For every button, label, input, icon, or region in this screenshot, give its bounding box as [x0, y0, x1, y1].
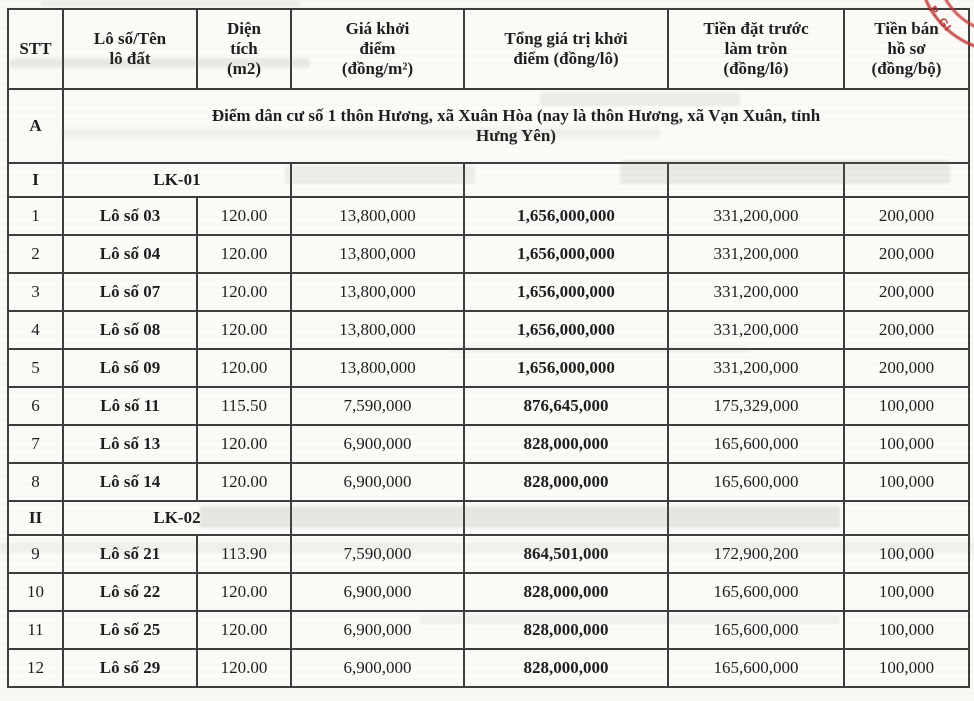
fee-cell: 200,000	[844, 311, 969, 349]
total-value-cell: 1,656,000,000	[464, 273, 668, 311]
lot-row	[8, 611, 969, 649]
stt-cell: 7	[8, 425, 63, 463]
price-table	[7, 8, 970, 688]
lot-row	[8, 463, 969, 501]
fee-cell: 100,000	[844, 425, 969, 463]
column-header-fee: Tiền bán hồ sơ (đồng/bộ)	[844, 9, 969, 89]
section-row-a	[8, 89, 969, 163]
section-letter-cell: A	[8, 89, 63, 163]
deposit-cell: 175,329,000	[668, 387, 844, 425]
area-cell: 120.00	[197, 463, 291, 501]
group-row-lk02	[8, 501, 969, 535]
lot-name-cell: Lô số 09	[63, 349, 197, 387]
table-header-row	[8, 9, 969, 89]
deposit-cell: 172,900,200	[668, 535, 844, 573]
empty-cell	[668, 501, 844, 535]
lot-name-cell: Lô số 03	[63, 197, 197, 235]
section-title-line1: Điểm dân cư số 1 thôn Hương, xã Xuân Hòa (nay là thôn Hương, xã Vạn Xuân, tỉnh	[211, 105, 821, 125]
deposit-cell: 331,200,000	[668, 273, 844, 311]
stt-cell: 1	[8, 197, 63, 235]
deposit-cell: 331,200,000	[668, 349, 844, 387]
area-cell: 113.90	[197, 535, 291, 573]
lot-name-cell: Lô số 08	[63, 311, 197, 349]
total-value-cell: 1,656,000,000	[464, 235, 668, 273]
stt-cell: 8	[8, 463, 63, 501]
lot-name-cell: Lô số 29	[63, 649, 197, 687]
fee-cell: 200,000	[844, 349, 969, 387]
area-cell: 120.00	[197, 197, 291, 235]
section-title-line2: Hưng Yên)	[476, 126, 556, 145]
total-value-cell: 828,000,000	[464, 649, 668, 687]
lot-name-cell: Lô số 22	[63, 573, 197, 611]
area-cell: 120.00	[197, 611, 291, 649]
deposit-cell: 165,600,000	[668, 425, 844, 463]
scan-artifact	[40, 1, 300, 6]
deposit-cell: 165,600,000	[668, 649, 844, 687]
total-value-cell: 1,656,000,000	[464, 311, 668, 349]
stt-cell: 4	[8, 311, 63, 349]
unit-price-cell: 6,900,000	[291, 649, 464, 687]
column-header-deposit: Tiền đặt trước làm tròn (đồng/lô)	[668, 9, 844, 89]
deposit-cell: 165,600,000	[668, 463, 844, 501]
area-cell: 120.00	[197, 349, 291, 387]
stt-cell: 2	[8, 235, 63, 273]
lot-name-cell: Lô số 13	[63, 425, 197, 463]
stt-cell: 6	[8, 387, 63, 425]
stt-cell: 12	[8, 649, 63, 687]
area-cell: 120.00	[197, 273, 291, 311]
area-cell: 120.00	[197, 573, 291, 611]
empty-cell	[464, 501, 668, 535]
unit-price-cell: 13,800,000	[291, 349, 464, 387]
stt-cell: 5	[8, 349, 63, 387]
fee-cell: 100,000	[844, 535, 969, 573]
lot-row	[8, 425, 969, 463]
lot-name-cell: Lô số 25	[63, 611, 197, 649]
fee-cell: 100,000	[844, 573, 969, 611]
fee-cell: 200,000	[844, 197, 969, 235]
empty-cell	[464, 163, 668, 197]
lot-row	[8, 349, 969, 387]
lot-row	[8, 649, 969, 687]
stt-cell: 3	[8, 273, 63, 311]
empty-cell	[844, 501, 969, 535]
column-header-unit-price: Giá khởi điểm (đồng/m²)	[291, 9, 464, 89]
stt-cell: 9	[8, 535, 63, 573]
unit-price-cell: 13,800,000	[291, 273, 464, 311]
fee-cell: 100,000	[844, 463, 969, 501]
fee-cell: 200,000	[844, 273, 969, 311]
unit-price-cell: 7,590,000	[291, 387, 464, 425]
lot-row	[8, 573, 969, 611]
empty-cell	[291, 501, 464, 535]
fee-cell: 100,000	[844, 649, 969, 687]
deposit-cell: 165,600,000	[668, 573, 844, 611]
lot-name-cell: Lô số 11	[63, 387, 197, 425]
total-value-cell: 828,000,000	[464, 425, 668, 463]
area-cell: 120.00	[197, 235, 291, 273]
group-number-cell: II	[8, 501, 63, 535]
total-value-cell: 864,501,000	[464, 535, 668, 573]
unit-price-cell: 7,590,000	[291, 535, 464, 573]
column-header-area: Diện tích (m2)	[197, 9, 291, 89]
deposit-cell: 331,200,000	[668, 235, 844, 273]
deposit-cell: 331,200,000	[668, 311, 844, 349]
empty-cell	[668, 163, 844, 197]
lot-name-cell: Lô số 04	[63, 235, 197, 273]
stt-cell: 11	[8, 611, 63, 649]
unit-price-cell: 6,900,000	[291, 463, 464, 501]
section-title-cell	[63, 89, 969, 163]
total-value-cell: 828,000,000	[464, 611, 668, 649]
lot-row	[8, 535, 969, 573]
group-label-cell: LK-02	[63, 501, 291, 535]
fee-cell: 200,000	[844, 235, 969, 273]
deposit-cell: 331,200,000	[668, 197, 844, 235]
lot-row	[8, 387, 969, 425]
column-header-lot: Lô số/Tên lô đất	[63, 9, 197, 89]
lot-row	[8, 311, 969, 349]
area-cell: 120.00	[197, 649, 291, 687]
area-cell: 120.00	[197, 425, 291, 463]
fee-cell: 100,000	[844, 611, 969, 649]
unit-price-cell: 13,800,000	[291, 235, 464, 273]
area-cell: 120.00	[197, 311, 291, 349]
unit-price-cell: 13,800,000	[291, 311, 464, 349]
unit-price-cell: 13,800,000	[291, 197, 464, 235]
empty-cell	[291, 163, 464, 197]
total-value-cell: 876,645,000	[464, 387, 668, 425]
deposit-cell: 165,600,000	[668, 611, 844, 649]
group-number-cell: I	[8, 163, 63, 197]
column-header-stt: STT	[8, 9, 63, 89]
group-row-lk01	[8, 163, 969, 197]
stt-cell: 10	[8, 573, 63, 611]
column-header-total: Tổng giá trị khởi điểm (đồng/lô)	[464, 9, 668, 89]
unit-price-cell: 6,900,000	[291, 573, 464, 611]
empty-cell	[844, 163, 969, 197]
total-value-cell: 828,000,000	[464, 573, 668, 611]
unit-price-cell: 6,900,000	[291, 425, 464, 463]
total-value-cell: 1,656,000,000	[464, 349, 668, 387]
total-value-cell: 1,656,000,000	[464, 197, 668, 235]
total-value-cell: 828,000,000	[464, 463, 668, 501]
unit-price-cell: 6,900,000	[291, 611, 464, 649]
fee-cell: 100,000	[844, 387, 969, 425]
lot-row	[8, 197, 969, 235]
stamp-text: P. GI	[926, 4, 954, 34]
group-label-cell: LK-01	[63, 163, 291, 197]
lot-row	[8, 235, 969, 273]
lot-row	[8, 273, 969, 311]
lot-name-cell: Lô số 14	[63, 463, 197, 501]
area-cell: 115.50	[197, 387, 291, 425]
lot-name-cell: Lô số 21	[63, 535, 197, 573]
lot-name-cell: Lô số 07	[63, 273, 197, 311]
